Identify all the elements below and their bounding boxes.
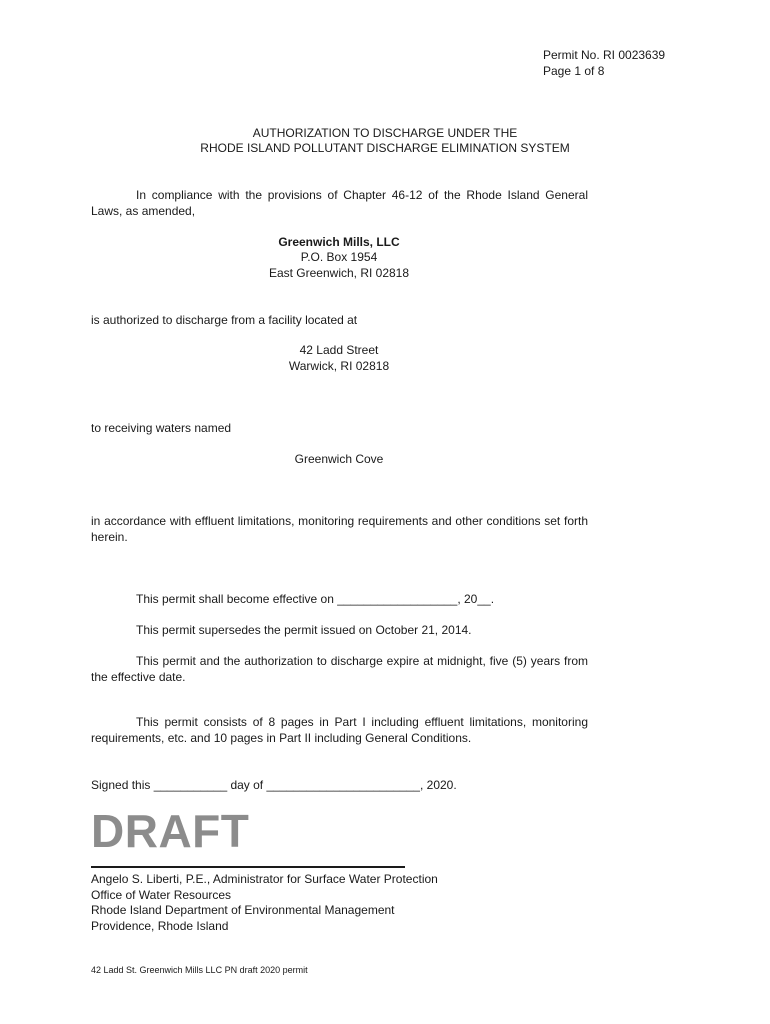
intro-paragraph: In compliance with the provisions of Chapter 46-12 of the Rhode Island General Laws, as amended, bbox=[91, 188, 588, 218]
signatory-block bbox=[91, 872, 438, 934]
page-count-paragraph: This permit consists of 8 pages in Part I including effluent limitations, monitoring requirements, etc. and 10 pages in Part II including General Conditions. bbox=[91, 715, 588, 745]
permittee-address-2: East Greenwich, RI 02818 bbox=[268, 266, 410, 280]
conditions-paragraph: in accordance with effluent limitations, monitoring requirements and other conditions set forth herein. bbox=[91, 514, 588, 544]
signatory-location: Providence, Rhode Island bbox=[91, 918, 229, 933]
signature-line bbox=[91, 866, 405, 868]
facility-city: Warwick, RI 02818 bbox=[288, 359, 390, 373]
waters-intro: to receiving waters named bbox=[91, 421, 232, 435]
supersedes-line: This permit supersedes the permit issued on October 21, 2014. bbox=[136, 623, 472, 637]
permittee-address-1: P.O. Box 1954 bbox=[300, 250, 378, 264]
draft-watermark: DRAFT bbox=[91, 805, 250, 857]
title-line-2: RHODE ISLAND POLLUTANT DISCHARGE ELIMINATION SYSTEM bbox=[200, 141, 570, 155]
signatory-department: Rhode Island Department of Environmental Management bbox=[91, 903, 395, 917]
facility-street: 42 Ladd Street bbox=[299, 343, 379, 357]
title-line-1: AUTHORIZATION TO DISCHARGE UNDER THE bbox=[252, 126, 518, 140]
receiving-waters-name: Greenwich Cove bbox=[294, 452, 384, 466]
effective-date-line: This permit shall become effective on __________________, 20__. bbox=[136, 592, 495, 606]
signed-line: Signed this ___________ day of _______________________, 2020. bbox=[91, 778, 457, 792]
permit-number: Permit No. RI 0023639 bbox=[543, 48, 666, 62]
signatory-name: Angelo S. Liberti, P.E., Administrator for Surface Water Protection bbox=[91, 872, 438, 886]
expiration-paragraph: This permit and the authorization to discharge expire at midnight, five (5) years from the effective date. bbox=[91, 654, 588, 684]
page-number: Page 1 of 8 bbox=[543, 64, 605, 78]
facility-intro: is authorized to discharge from a facility located at bbox=[91, 313, 358, 327]
signatory-office: Office of Water Resources bbox=[91, 887, 232, 902]
document-footer: 42 Ladd St. Greenwich Mills LLC PN draft 2020 permit bbox=[91, 965, 308, 975]
permittee-name: Greenwich Mills, LLC bbox=[278, 235, 400, 249]
